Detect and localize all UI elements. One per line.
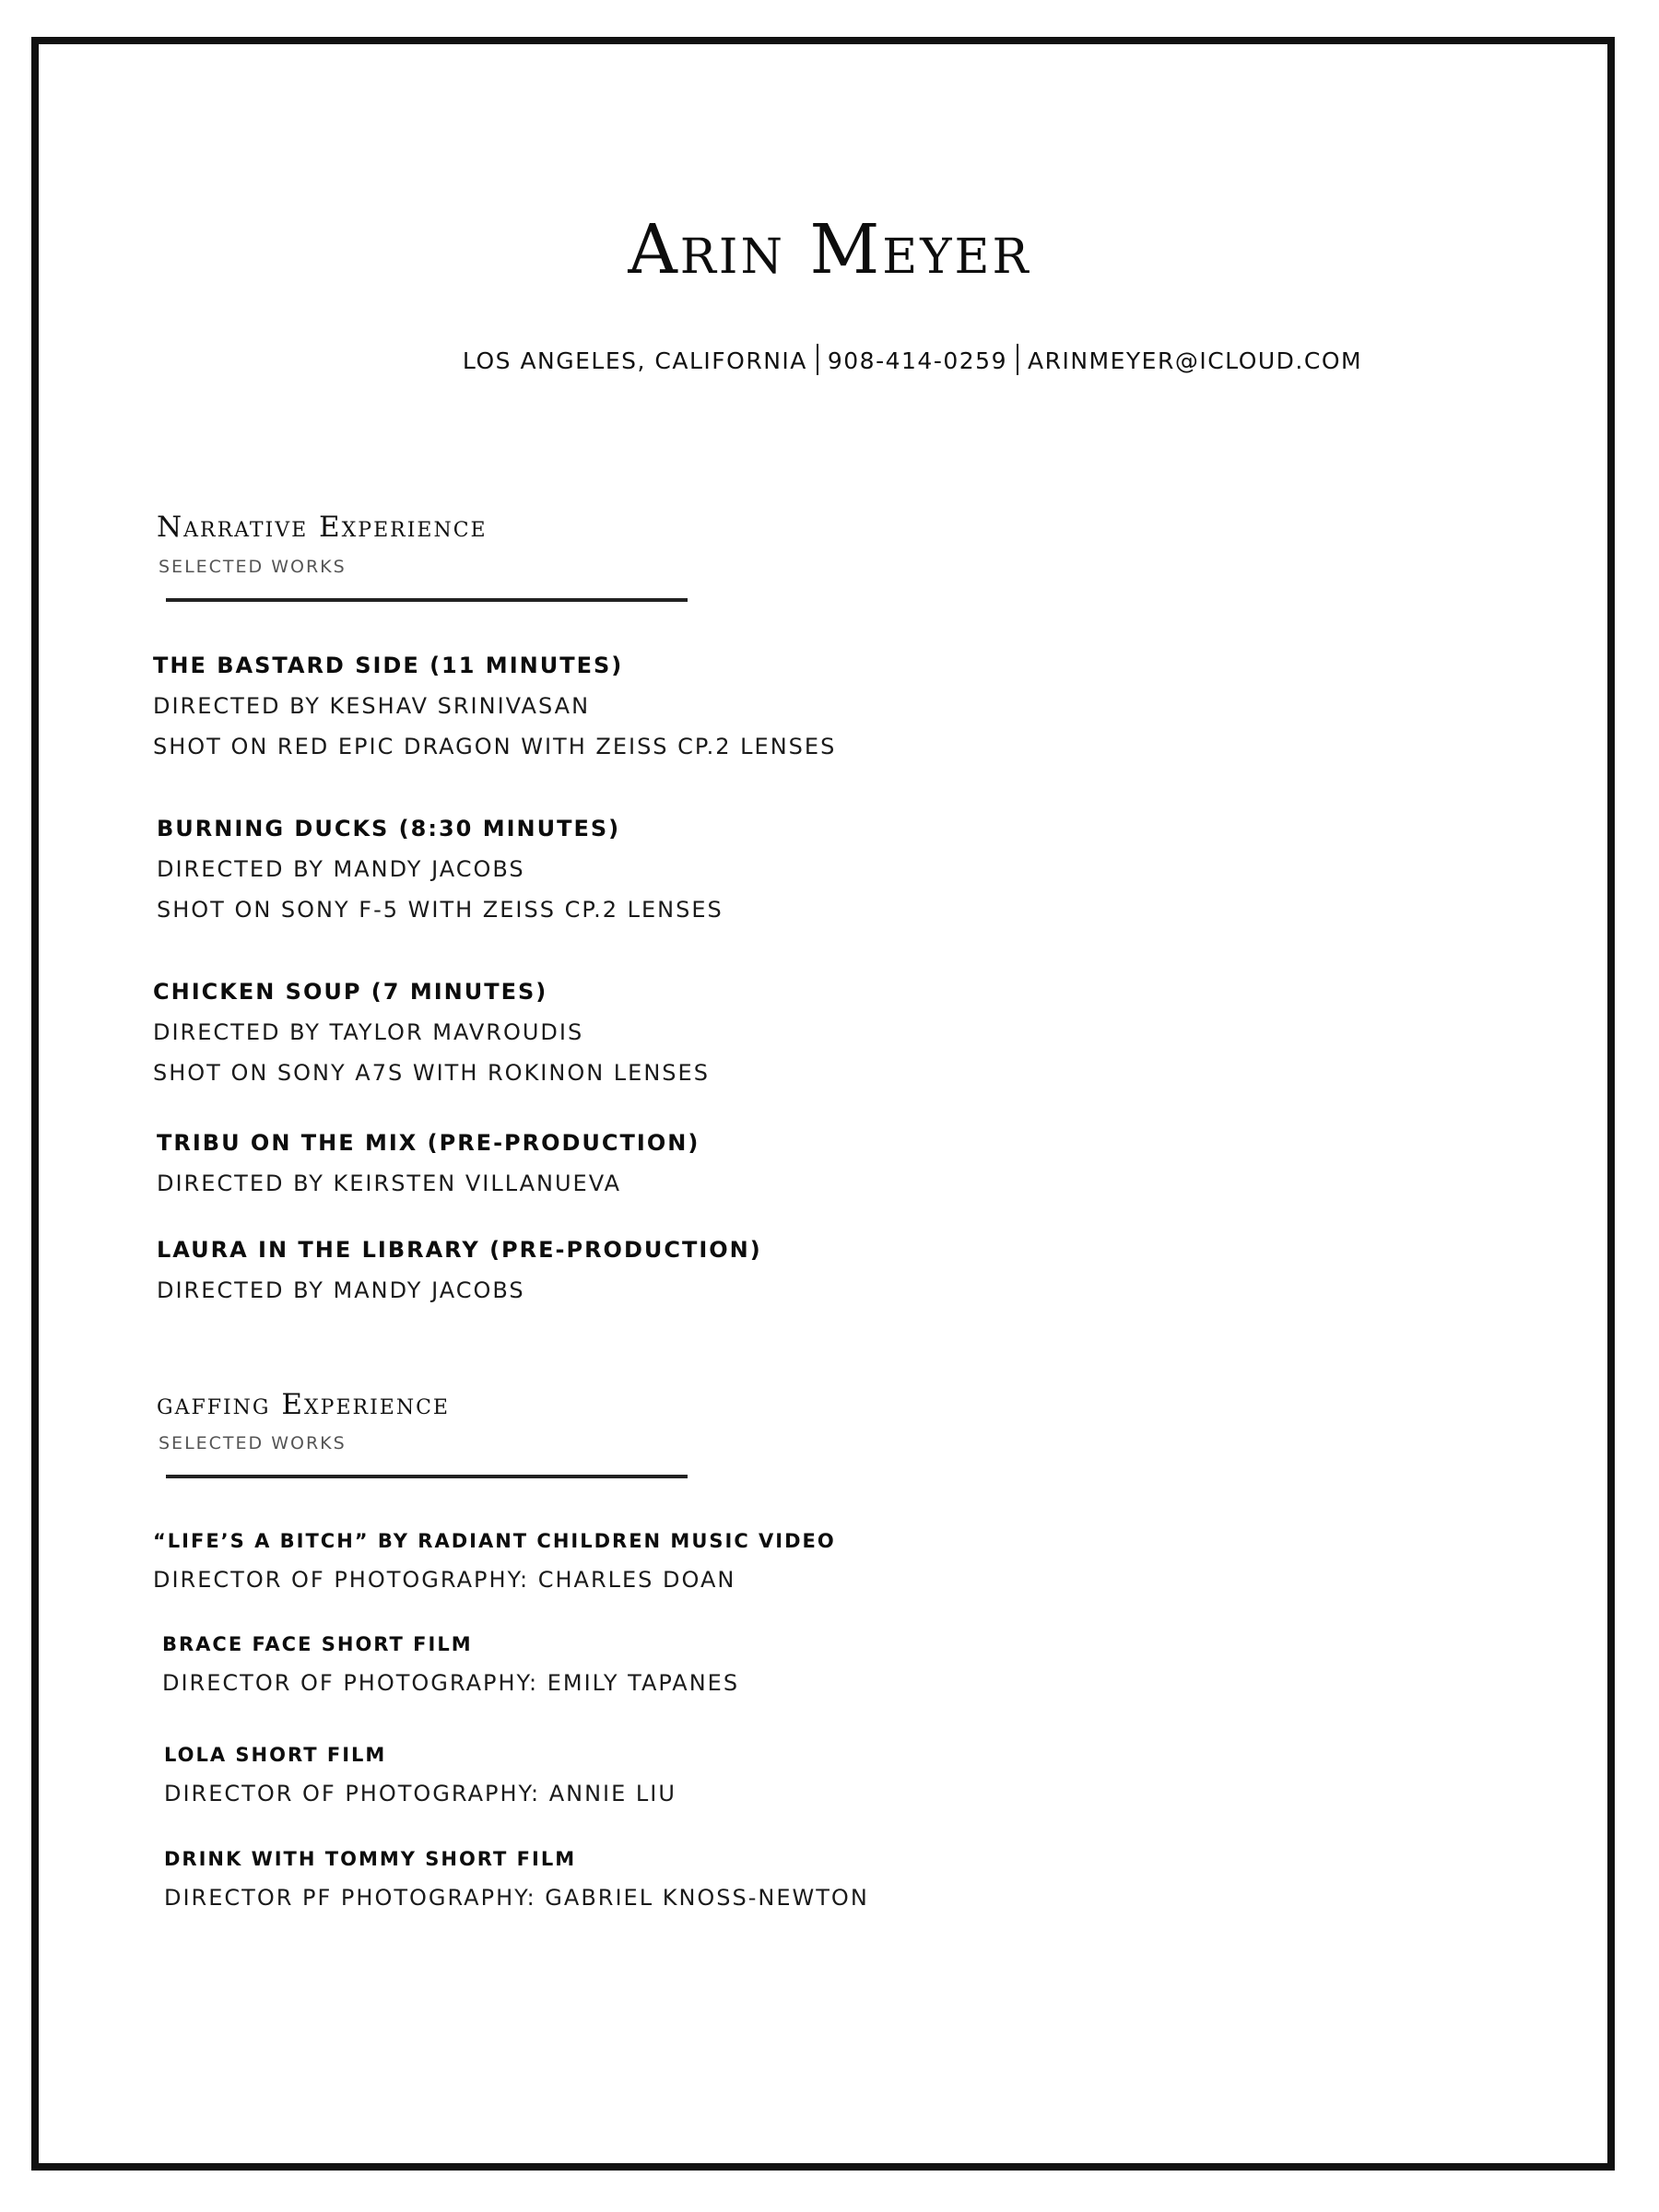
narrative-entry [157, 808, 724, 930]
narrative-section-divider [166, 598, 688, 602]
resume-name: Arin Meyer [628, 210, 1031, 289]
narrative-entry [153, 971, 710, 1093]
gaffing-section-subtitle: SELECTED WORKS [159, 1433, 347, 1453]
contact-separator [1017, 344, 1018, 375]
gaffing-entry [162, 1626, 739, 1703]
entry-camera: SHOT ON SONY A7S WITH ROKINON LENSES [153, 1060, 710, 1086]
narrative-section-title: Narrative Experience [157, 511, 488, 544]
gaffing-entry [164, 1841, 869, 1918]
gaffing-entry [153, 1523, 836, 1600]
narrative-entry [153, 645, 836, 767]
entry-dp: DIRECTOR PF PHOTOGRAPHY: GABRIEL KNOSS-NEWTON [164, 1885, 869, 1911]
entry-director: DIRECTED BY MANDY JACOBS [157, 856, 525, 882]
entry-title: TRIBU ON THE MIX (PRE-PRODUCTION) [157, 1130, 700, 1156]
entry-director: DIRECTED BY KEIRSTEN VILLANUEVA [157, 1171, 622, 1196]
entry-title: CHICKEN SOUP (7 MINUTES) [153, 979, 548, 1005]
gaffing-section-title: gaffing Experience [157, 1388, 450, 1421]
contact-phone: 908-414-0259 [827, 347, 1007, 374]
gaffing-section-divider [166, 1475, 688, 1478]
gaffing-entry [164, 1736, 677, 1814]
entry-title: BRACE FACE SHORT FILM [162, 1633, 473, 1655]
narrative-section-subtitle: SELECTED WORKS [159, 557, 347, 577]
contact-location: LOS ANGELES, CALIFORNIA [462, 347, 807, 374]
entry-dp: DIRECTOR OF PHOTOGRAPHY: ANNIE LIU [164, 1781, 677, 1806]
contact-email: ARINMEYER@ICLOUD.COM [1027, 347, 1363, 374]
entry-director: DIRECTED BY TAYLOR MAVROUDIS [153, 1019, 584, 1045]
entry-dp: DIRECTOR OF PHOTOGRAPHY: CHARLES DOAN [153, 1567, 736, 1593]
narrative-entry [157, 1123, 700, 1204]
entry-title: BURNING DUCKS (8:30 MINUTES) [157, 816, 621, 841]
narrative-entry [157, 1230, 762, 1311]
entry-camera: SHOT ON RED EPIC DRAGON WITH ZEISS CP.2 LENSES [153, 734, 837, 759]
entry-title: THE BASTARD SIDE (11 MINUTES) [153, 653, 624, 678]
entry-title: LOLA SHORT FILM [164, 1744, 387, 1766]
entry-dp: DIRECTOR OF PHOTOGRAPHY: EMILY TAPANES [162, 1670, 740, 1696]
entry-title: DRINK WITH TOMMY SHORT FILM [164, 1848, 577, 1870]
entry-director: DIRECTED BY KESHAV SRINIVASAN [153, 693, 591, 719]
entry-title: LAURA IN THE LIBRARY (PRE-PRODUCTION) [157, 1237, 762, 1263]
entry-director: DIRECTED BY MANDY JACOBS [157, 1277, 525, 1303]
entry-camera: SHOT ON SONY F-5 WITH ZEISS CP.2 LENSES [157, 897, 724, 923]
contact-separator [817, 344, 818, 375]
entry-title: “LIFE’S A BITCH” BY RADIANT CHILDREN MUSIC VIDEO [153, 1530, 836, 1552]
contact-line [83, 347, 1659, 378]
